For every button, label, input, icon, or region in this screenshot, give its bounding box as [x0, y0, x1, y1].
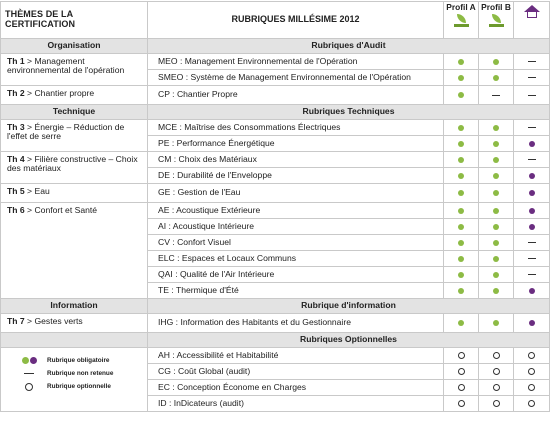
table-row	[1, 203, 550, 219]
mandatory-green-dot-icon	[458, 256, 464, 262]
rubrique-cell: CP : Chantier Propre	[148, 86, 444, 105]
theme-cell	[1, 54, 148, 86]
not-retained-dash-icon	[528, 61, 536, 62]
mandatory-purple-dot-icon	[529, 288, 535, 294]
optional-circle-icon	[458, 368, 465, 375]
rubrique-cell: IHG : Information des Habitants et du Gestionnaire	[148, 314, 444, 333]
rubrique-cell: CG : Coût Global (audit)	[148, 364, 444, 380]
profile-b-mark-cell	[479, 364, 514, 380]
not-retained-dash-icon	[528, 242, 536, 243]
optional-circle-icon	[528, 384, 535, 391]
rubrique-cell: SMEO : Système de Management Environnemental de l'Opération	[148, 70, 444, 86]
profile-c-mark-cell	[514, 396, 550, 412]
rubrique-cell: MEO : Management Environnemental de l'Opération	[148, 54, 444, 70]
profile-c-mark-cell	[514, 348, 550, 364]
section-right-label: Rubriques Optionnelles	[148, 333, 550, 348]
legend-optionnelle	[5, 380, 143, 393]
section-header-row	[1, 39, 550, 54]
theme-cell	[1, 152, 148, 184]
legend-text: Rubrique non retenue	[47, 369, 114, 377]
not-retained-dash-icon	[24, 373, 34, 374]
profile-b-mark-cell	[479, 235, 514, 251]
section-header-row	[1, 105, 550, 120]
optional-circle-icon	[458, 384, 465, 391]
profile-a-mark-cell	[444, 348, 479, 364]
rubrique-cell: GE : Gestion de l'Eau	[148, 184, 444, 203]
profile-c-mark-cell	[514, 136, 550, 152]
profile-a-mark-cell	[444, 136, 479, 152]
profile-b-mark-cell	[479, 380, 514, 396]
profile-a-mark-cell	[444, 70, 479, 86]
rubrique-cell: QAI : Qualité de l'Air Intérieure	[148, 267, 444, 283]
mandatory-green-dot-icon	[458, 224, 464, 230]
section-right-label: Rubriques Techniques	[148, 105, 550, 120]
profile-b-mark-cell	[479, 136, 514, 152]
optional-circle-icon	[493, 384, 500, 391]
header-themes: THÈMES DE LA CERTIFICATION	[1, 2, 148, 39]
section-header-row	[1, 333, 550, 348]
mandatory-green-dot-icon	[458, 59, 464, 65]
theme-cell	[1, 184, 148, 203]
profile-a-mark-cell	[444, 267, 479, 283]
mandatory-green-dot-icon	[493, 157, 499, 163]
header-profile-c	[514, 2, 550, 39]
theme-title: > Eau	[24, 186, 50, 196]
legend-cell	[1, 348, 148, 412]
legend-symbol	[17, 357, 41, 364]
profile-c-mark-cell	[514, 314, 550, 333]
mandatory-green-dot-icon	[493, 240, 499, 246]
section-left-label: Technique	[1, 105, 148, 120]
mandatory-green-dot-icon	[493, 224, 499, 230]
profile-a-mark-cell	[444, 219, 479, 235]
mandatory-green-dot-icon	[493, 173, 499, 179]
section-left-label: Information	[1, 299, 148, 314]
mandatory-green-dot-icon	[22, 357, 29, 364]
table-row	[1, 120, 550, 136]
profile-b-mark-cell	[479, 348, 514, 364]
profile-b-mark-cell	[479, 267, 514, 283]
table-row	[1, 86, 550, 105]
profile-c-mark-cell	[514, 184, 550, 203]
not-retained-dash-icon	[528, 127, 536, 128]
section-header-row	[1, 299, 550, 314]
profile-b-mark-cell	[479, 283, 514, 299]
theme-number: Th 2	[7, 88, 25, 98]
not-retained-dash-icon	[528, 95, 536, 96]
profile-a-mark-cell	[444, 364, 479, 380]
mandatory-green-dot-icon	[493, 75, 499, 81]
profile-a-mark-cell	[444, 251, 479, 267]
mandatory-green-dot-icon	[493, 208, 499, 214]
theme-title: > Management environnemental de l'opération	[7, 56, 125, 76]
theme-cell	[1, 314, 148, 333]
profile-a-mark-cell	[444, 54, 479, 70]
profile-b-mark-cell	[479, 168, 514, 184]
mandatory-green-dot-icon	[493, 141, 499, 147]
leaf-logo-icon	[453, 14, 470, 29]
section-right-label: Rubrique d'information	[148, 299, 550, 314]
profile-b-mark-cell	[479, 251, 514, 267]
profile-b-mark-cell	[479, 86, 514, 105]
section-left-label	[1, 333, 148, 348]
header-profile-b	[479, 2, 514, 39]
mandatory-green-dot-icon	[458, 288, 464, 294]
legend-non-retenue	[5, 367, 143, 380]
optional-circle-icon	[528, 352, 535, 359]
profile-a-mark-cell	[444, 152, 479, 168]
profile-b-mark-cell	[479, 314, 514, 333]
theme-number: Th 3	[7, 122, 25, 132]
mandatory-green-dot-icon	[458, 272, 464, 278]
theme-number: Th 6	[7, 205, 25, 215]
section-left-label: Organisation	[1, 39, 148, 54]
mandatory-green-dot-icon	[458, 157, 464, 163]
profile-c-mark-cell	[514, 380, 550, 396]
profile-a-mark-cell	[444, 203, 479, 219]
not-retained-dash-icon	[528, 274, 536, 275]
legend-text: Rubrique obligatoire	[47, 356, 110, 364]
profile-c-mark-cell	[514, 251, 550, 267]
theme-title: > Chantier propre	[24, 88, 95, 98]
optional-circle-icon	[458, 352, 465, 359]
optional-circle-icon	[493, 400, 500, 407]
optional-circle-icon	[25, 383, 33, 391]
mandatory-green-dot-icon	[458, 173, 464, 179]
mandatory-green-dot-icon	[458, 190, 464, 196]
profile-c-mark-cell	[514, 219, 550, 235]
mandatory-green-dot-icon	[458, 125, 464, 131]
profile-b-mark-cell	[479, 396, 514, 412]
rubrique-cell: EC : Conception Économe en Charges	[148, 380, 444, 396]
rubrique-cell: ELC : Espaces et Locaux Communs	[148, 251, 444, 267]
profile-a-label: Profil A	[446, 2, 476, 12]
mandatory-green-dot-icon	[493, 288, 499, 294]
mandatory-purple-dot-icon	[529, 320, 535, 326]
mandatory-green-dot-icon	[458, 92, 464, 98]
profile-a-mark-cell	[444, 120, 479, 136]
header-profile-a	[444, 2, 479, 39]
mandatory-purple-dot-icon	[529, 141, 535, 147]
profile-b-mark-cell	[479, 120, 514, 136]
not-retained-dash-icon	[528, 77, 536, 78]
table-row	[1, 184, 550, 203]
rubrique-cell: PE : Performance Énergétique	[148, 136, 444, 152]
mandatory-green-dot-icon	[493, 256, 499, 262]
profile-c-mark-cell	[514, 203, 550, 219]
profile-b-label: Profil B	[481, 2, 511, 12]
rubrique-cell: DE : Durabilité de l'Enveloppe	[148, 168, 444, 184]
not-retained-dash-icon	[528, 159, 536, 160]
mandatory-green-dot-icon	[458, 141, 464, 147]
profile-b-mark-cell	[479, 70, 514, 86]
rubrique-cell: AE : Acoustique Extérieure	[148, 203, 444, 219]
theme-number: Th 1	[7, 56, 25, 66]
mandatory-green-dot-icon	[458, 208, 464, 214]
certification-table	[0, 1, 550, 412]
theme-number: Th 7	[7, 316, 25, 326]
profile-c-mark-cell	[514, 168, 550, 184]
profile-a-mark-cell	[444, 283, 479, 299]
rubrique-cell: CM : Choix des Matériaux	[148, 152, 444, 168]
mandatory-green-dot-icon	[493, 190, 499, 196]
not-retained-dash-icon	[528, 258, 536, 259]
mandatory-purple-dot-icon	[30, 357, 37, 364]
optional-circle-icon	[493, 368, 500, 375]
profile-a-mark-cell	[444, 235, 479, 251]
mandatory-green-dot-icon	[493, 320, 499, 326]
mandatory-green-dot-icon	[493, 272, 499, 278]
table-row	[1, 54, 550, 70]
profile-a-mark-cell	[444, 380, 479, 396]
profile-b-mark-cell	[479, 152, 514, 168]
theme-title: > Gestes verts	[24, 316, 83, 326]
rubrique-cell: TE : Thermique d'Été	[148, 283, 444, 299]
header-rubriques: RUBRIQUES MILLÉSIME 2012	[148, 2, 444, 39]
not-retained-dash-icon	[492, 95, 500, 96]
rubrique-cell: ID : InDicateurs (audit)	[148, 396, 444, 412]
profile-c-mark-cell	[514, 54, 550, 70]
profile-c-mark-cell	[514, 120, 550, 136]
theme-title: > Filière constructive – Choix des matériaux	[7, 154, 138, 174]
profile-a-mark-cell	[444, 314, 479, 333]
theme-cell	[1, 86, 148, 105]
profile-c-mark-cell	[514, 364, 550, 380]
theme-title: > Confort et Santé	[24, 205, 98, 215]
profile-c-mark-cell	[514, 152, 550, 168]
mandatory-purple-dot-icon	[529, 173, 535, 179]
theme-title: > Énergie – Réduction de l'effet de serre	[7, 122, 125, 142]
legend-obligatoire	[5, 354, 143, 367]
theme-cell	[1, 203, 148, 299]
optional-circle-icon	[458, 400, 465, 407]
section-right-label: Rubriques d'Audit	[148, 39, 550, 54]
header-row	[1, 2, 550, 39]
table-row	[1, 152, 550, 168]
mandatory-green-dot-icon	[458, 240, 464, 246]
profile-a-mark-cell	[444, 184, 479, 203]
mandatory-purple-dot-icon	[529, 208, 535, 214]
theme-number: Th 5	[7, 186, 25, 196]
profile-a-mark-cell	[444, 86, 479, 105]
mandatory-purple-dot-icon	[529, 190, 535, 196]
profile-a-mark-cell	[444, 168, 479, 184]
profile-b-mark-cell	[479, 203, 514, 219]
rubrique-cell: AI : Acoustique Intérieure	[148, 219, 444, 235]
profile-c-mark-cell	[514, 283, 550, 299]
optional-circle-icon	[528, 400, 535, 407]
table-row	[1, 348, 550, 364]
mandatory-green-dot-icon	[493, 125, 499, 131]
table-body	[1, 2, 550, 412]
legend-text: Rubrique optionnelle	[47, 382, 111, 390]
profile-c-mark-cell	[514, 235, 550, 251]
theme-cell	[1, 120, 148, 152]
legend-symbol	[17, 383, 41, 391]
house-logo-icon	[524, 5, 540, 21]
profile-c-mark-cell	[514, 267, 550, 283]
mandatory-green-dot-icon	[458, 75, 464, 81]
mandatory-green-dot-icon	[458, 320, 464, 326]
leaf-logo-icon	[488, 14, 505, 29]
theme-number: Th 4	[7, 154, 25, 164]
mandatory-green-dot-icon	[493, 59, 499, 65]
profile-c-mark-cell	[514, 70, 550, 86]
legend-symbol	[17, 373, 41, 374]
profile-a-mark-cell	[444, 396, 479, 412]
rubrique-cell: AH : Accessibilité et Habitabilité	[148, 348, 444, 364]
profile-c-mark-cell	[514, 86, 550, 105]
rubrique-cell: CV : Confort Visuel	[148, 235, 444, 251]
profile-b-mark-cell	[479, 184, 514, 203]
optional-circle-icon	[493, 352, 500, 359]
profile-b-mark-cell	[479, 54, 514, 70]
profile-b-mark-cell	[479, 219, 514, 235]
table-row	[1, 314, 550, 333]
mandatory-purple-dot-icon	[529, 224, 535, 230]
optional-circle-icon	[528, 368, 535, 375]
rubrique-cell: MCE : Maîtrise des Consommations Électriques	[148, 120, 444, 136]
